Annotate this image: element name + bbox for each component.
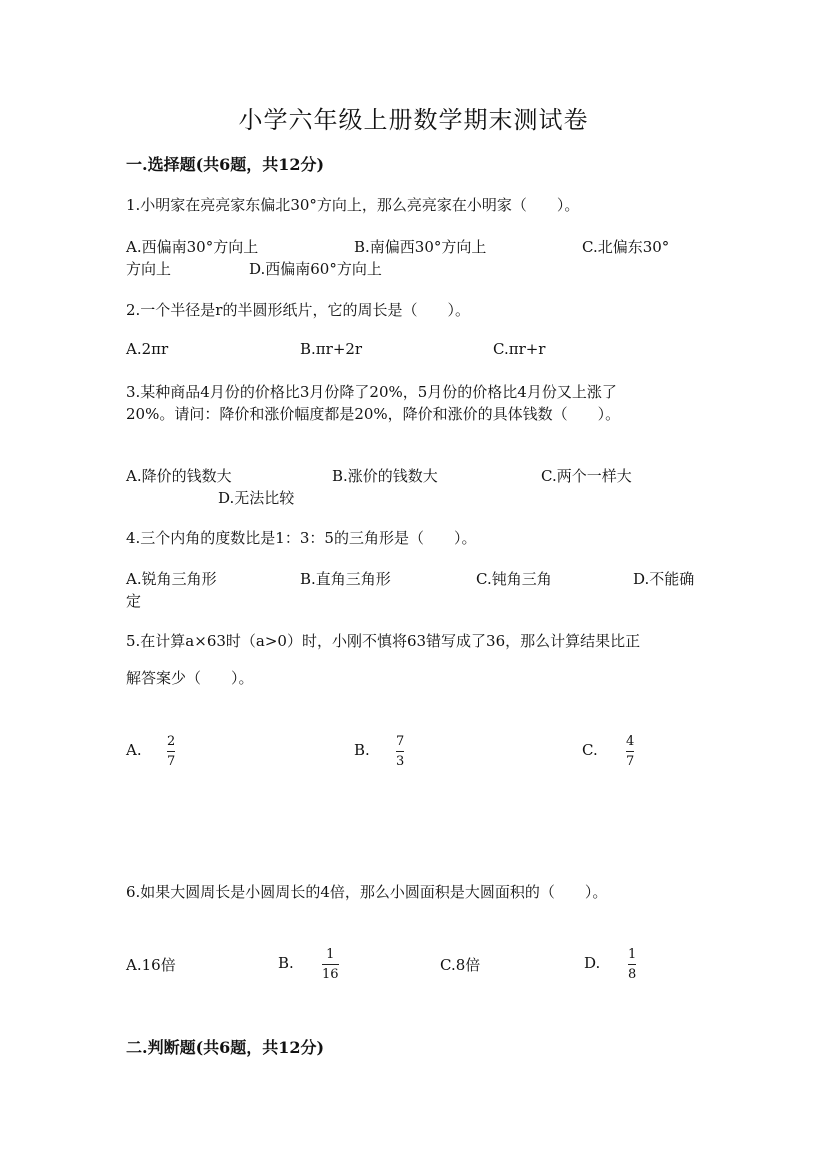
fraction-denominator: 7	[167, 754, 176, 769]
question-5-option-b-fraction	[396, 735, 404, 768]
fraction-numerator: 1	[326, 947, 335, 962]
question-6-option-d-label: D.	[584, 954, 601, 972]
question-5-option-b-label: B.	[354, 741, 370, 759]
question-1-option-d: D.西偏南60°方向上	[249, 260, 382, 278]
fraction-bar	[322, 964, 339, 965]
fraction-numerator: 1	[628, 947, 637, 962]
question-4-option-a: A.锐角三角形	[126, 570, 217, 588]
fraction-bar	[167, 751, 175, 752]
fraction-bar	[396, 751, 404, 752]
fraction-numerator: 2	[167, 734, 176, 749]
question-5-option-c-label: C.	[582, 741, 598, 759]
question-3-option-d: D.无法比较	[218, 489, 295, 507]
question-4-option-c: C.钝角三角	[476, 570, 552, 588]
question-5-option-a-fraction	[167, 735, 175, 768]
fraction-numerator: 7	[396, 734, 405, 749]
page-title: 小学六年级上册数学期末测试卷	[238, 106, 589, 134]
question-2-stem: 2.一个半径是r的半圆形纸片，它的周长是（ ）。	[126, 301, 470, 319]
question-5-stem-line2: 解答案少（ ）。	[126, 669, 254, 687]
question-2-option-b: B.πr+2r	[300, 340, 363, 358]
question-3-option-b: B.涨价的钱数大	[332, 467, 438, 485]
question-1-option-c: C.北偏东30°	[582, 238, 670, 256]
question-3-option-a: A.降价的钱数大	[126, 467, 232, 485]
question-1-stem: 1.小明家在亮亮家东偏北30°方向上，那么亮亮家在小明家（ ）。	[126, 196, 580, 214]
question-6-option-b-label: B.	[278, 954, 294, 972]
fraction-denominator: 16	[322, 967, 339, 982]
question-3-stem-line1: 3.某种商品4月份的价格比3月份降了20%，5月份的价格比4月份又上涨了	[126, 383, 617, 401]
fraction-bar	[626, 751, 634, 752]
fraction-denominator: 7	[626, 754, 635, 769]
question-1-option-c-continued: 方向上	[126, 260, 172, 278]
question-5-stem-line1: 5.在计算a×63时（a>0）时，小刚不慎将63错写成了36，那么计算结果比正	[126, 632, 641, 650]
question-4-option-d-continued: 定	[126, 592, 142, 610]
question-5-option-c-fraction	[626, 735, 634, 768]
fraction-numerator: 4	[626, 734, 635, 749]
question-3-option-c: C.两个一样大	[541, 467, 632, 485]
question-6-option-b-fraction	[322, 948, 339, 981]
question-1-option-b: B.南偏西30°方向上	[354, 238, 487, 256]
section-heading-judgment: 二.判断题(共6题，共12分)	[126, 1038, 325, 1057]
question-4-option-b: B.直角三角形	[300, 570, 391, 588]
question-4-option-d: D.不能确	[633, 570, 695, 588]
fraction-denominator: 8	[628, 967, 637, 982]
question-4-stem: 4.三个内角的度数比是1：3：5的三角形是（ ）。	[126, 529, 477, 547]
section-heading-choice: 一.选择题(共6题，共12分)	[126, 155, 325, 174]
question-3-stem-line2: 20%。请问：降价和涨价幅度都是20%，降价和涨价的具体钱数（ ）。	[126, 405, 621, 423]
question-6-option-a: A.16倍	[126, 956, 176, 974]
question-5-option-a-label: A.	[126, 741, 142, 759]
question-2-option-c: C.πr+r	[493, 340, 546, 358]
question-2-option-a: A.2πr	[126, 340, 169, 358]
fraction-denominator: 3	[396, 754, 405, 769]
question-6-option-c: C.8倍	[440, 956, 481, 974]
question-1-option-a: A.西偏南30°方向上	[126, 238, 259, 256]
question-6-stem: 6.如果大圆周长是小圆周长的4倍，那么小圆面积是大圆面积的（ ）。	[126, 883, 608, 901]
fraction-bar	[628, 964, 636, 965]
question-6-option-d-fraction	[628, 948, 636, 981]
